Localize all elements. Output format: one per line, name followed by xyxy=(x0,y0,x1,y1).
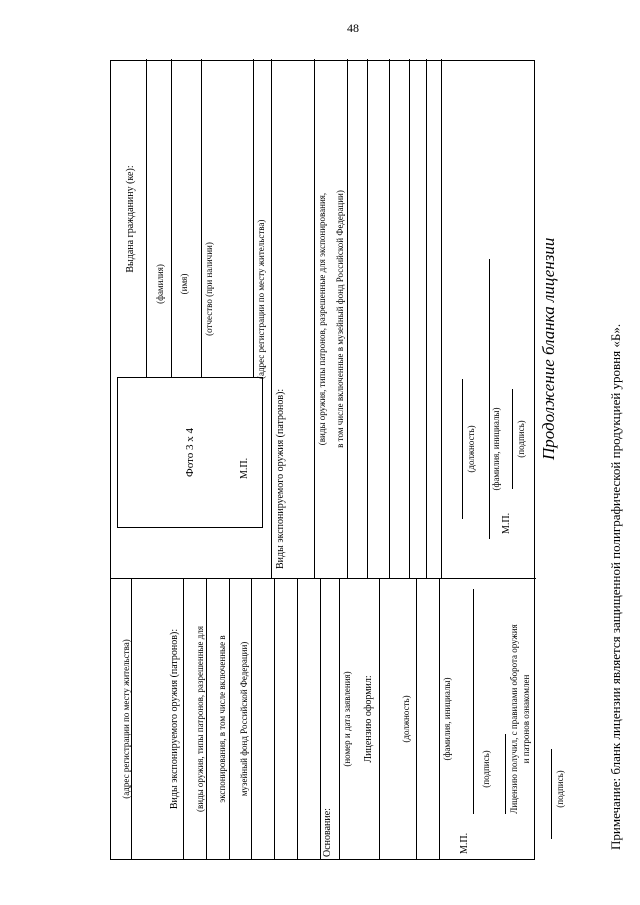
left-types-label: Виды экспонируемого оружия (патронов): xyxy=(169,628,180,810)
left-position-caption: (должность) xyxy=(401,695,411,743)
left-basis-caption: (номер и дата заявления) xyxy=(342,671,352,767)
rule-signature-right xyxy=(512,389,513,489)
rule xyxy=(439,579,440,859)
right-surname-caption: (фамилия) xyxy=(155,264,165,304)
rule-signature xyxy=(505,734,506,814)
right-types-label: Виды экспонируемого оружия (патронов): xyxy=(275,388,286,569)
right-types-desc-1: (виды оружия, типы патронов, разрешенные для экспонирования, xyxy=(317,192,327,446)
right-firstname-caption: (имя) xyxy=(179,273,189,295)
right-patronymic-caption: (отчество (при наличии) xyxy=(204,242,214,336)
rule xyxy=(297,579,298,859)
photo-label: Фото 3 х 4 xyxy=(184,428,196,477)
rule-types xyxy=(314,59,315,579)
right-stamp-2: М.П. xyxy=(501,512,512,534)
page-title: Продолжение бланка лицензии xyxy=(539,237,558,460)
rule xyxy=(229,579,230,859)
rule xyxy=(416,579,417,859)
right-stamp: М.П. xyxy=(239,457,250,479)
rule xyxy=(347,59,348,579)
rotated-license-form xyxy=(110,60,635,860)
rule-patronymic xyxy=(253,59,254,377)
right-address-caption: (адрес регистрации по месту жительства) xyxy=(256,219,266,379)
left-types-desc-2: экспонирования, в том числе включенные в xyxy=(217,635,227,803)
rule xyxy=(426,59,427,579)
rule xyxy=(251,579,252,859)
right-position-caption: (должность) xyxy=(466,425,476,473)
left-address-caption: (адрес регистрации по месту жительства) xyxy=(121,639,131,799)
right-types-desc-2: в том числе включенные в музейный фонд Российской Федерации) xyxy=(335,190,345,448)
rule-position xyxy=(462,379,463,519)
rule xyxy=(367,59,368,579)
rule xyxy=(379,579,380,859)
rule-firstname xyxy=(201,59,202,377)
rule-address xyxy=(271,59,272,579)
left-types-desc-1: (виды оружия, типы патронов, разрешенные для xyxy=(195,625,205,813)
rule-issued xyxy=(146,59,147,377)
rule xyxy=(183,579,184,859)
page-number: 48 xyxy=(347,21,359,35)
right-name-caption: (фамилия, инициалы) xyxy=(491,407,501,491)
rule-name-right xyxy=(489,259,490,539)
rule-surname xyxy=(171,59,172,377)
left-signature-caption: (подпись) xyxy=(481,750,491,788)
right-issued-to: Выдана гражданину (ке): xyxy=(125,165,136,273)
left-types-desc-3: музейный фонд Российской Федерации) xyxy=(239,641,249,797)
rule xyxy=(274,579,275,859)
left-received-2: и патронов ознакомлен xyxy=(521,674,531,764)
left-basis-label: Основание: xyxy=(322,808,333,857)
right-signature-caption: (подпись) xyxy=(516,420,526,458)
half-divider xyxy=(111,578,536,579)
left-received-1: Лицензию получил, с правилами оборота оружия xyxy=(509,624,519,814)
rule xyxy=(409,59,410,579)
rule xyxy=(441,59,442,579)
left-issued-by: Лицензию оформил: xyxy=(363,675,374,763)
left-signature-caption-2: (подпись) xyxy=(555,770,565,808)
rule-signature-2 xyxy=(551,749,552,839)
footnote: Примечание: бланк лицензии является защищенной полиграфической продукцией уровня «Б». xyxy=(608,323,623,850)
rule xyxy=(339,579,340,859)
rule xyxy=(206,579,207,859)
photo-placeholder xyxy=(117,377,263,528)
left-name-caption: (фамилия, инициалы) xyxy=(442,677,452,761)
left-stamp: М.П. xyxy=(459,832,470,854)
rule xyxy=(320,579,321,859)
rule-name xyxy=(473,589,474,814)
rule xyxy=(389,59,390,579)
